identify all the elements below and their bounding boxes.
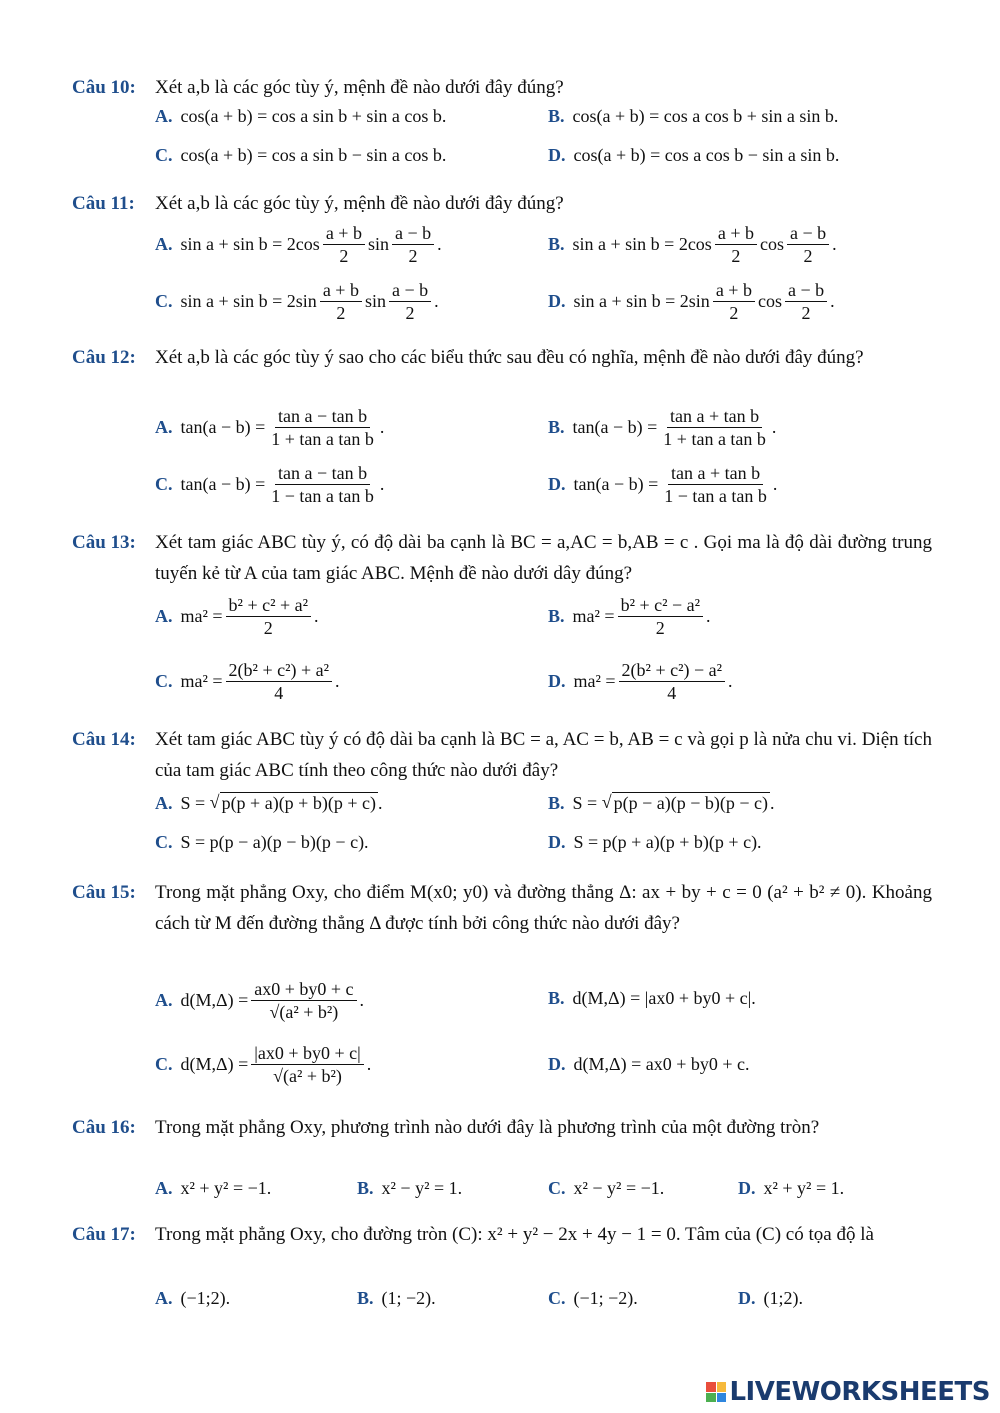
question-12	[72, 342, 932, 373]
option-letter: D.	[548, 474, 566, 494]
numerator: a − b	[787, 222, 829, 245]
numerator: a + b	[713, 279, 755, 302]
question-text: Trong mặt phẳng Oxy, cho điểm M(x0; y0) và đường thẳng Δ: ax + by + c = 0 (a² + b² ≠ 0). Khoảng cách từ M đến đường thẳng Δ được tính bởi công thức nào dưới đây?	[155, 882, 932, 934]
option-text: sin a + sin b = 2cos	[572, 234, 712, 254]
option-letter: D.	[548, 832, 566, 852]
option-12-b[interactable]	[548, 405, 776, 450]
option-17-d[interactable]	[738, 1288, 803, 1309]
numerator: a + b	[715, 222, 757, 245]
option-14-b[interactable]	[548, 792, 774, 814]
question-text: Xét tam giác ABC tùy ý có độ dài ba cạnh là BC = a, AC = b, AB = c và gọi p là nửa chu vi. Diện tích của tam giác ABC tính theo công thức nào dưới đây?	[155, 729, 932, 781]
fraction	[619, 659, 725, 704]
option-text: ma² =	[573, 671, 616, 691]
option-text: .	[830, 291, 835, 311]
option-letter: A.	[155, 1288, 173, 1308]
option-text: .	[437, 234, 442, 254]
option-text: S =	[180, 792, 206, 813]
fraction	[268, 462, 377, 507]
option-text: d(M,Δ) = ax0 + by0 + c.	[573, 1054, 750, 1074]
option-letter: A.	[155, 606, 173, 626]
option-text: .	[335, 671, 340, 691]
option-letter: D.	[548, 291, 566, 311]
option-text: d(M,Δ) = |ax0 + by0 + c|.	[572, 988, 756, 1008]
question-17	[72, 1219, 932, 1250]
logo-icon	[706, 1382, 726, 1402]
option-11-c[interactable]	[155, 279, 439, 324]
option-letter: B.	[357, 1178, 374, 1198]
question-16	[72, 1112, 932, 1143]
denominator: 2	[263, 618, 273, 638]
option-13-d[interactable]	[548, 659, 733, 704]
denominator: √(a² + b²)	[269, 1002, 339, 1022]
option-text: sin	[364, 291, 386, 311]
option-11-a[interactable]	[155, 222, 442, 267]
denominator: √(a² + b²)	[273, 1066, 342, 1086]
option-16-b[interactable]	[357, 1178, 462, 1199]
option-letter: B.	[357, 1288, 374, 1308]
option-text: tan(a − b) =	[573, 474, 659, 494]
option-letter: A.	[155, 417, 173, 437]
option-letter: B.	[548, 792, 565, 813]
option-letter: B.	[548, 106, 565, 126]
option-text: (1;2).	[763, 1288, 803, 1308]
option-text: cos(a + b) = cos a sin b + sin a cos b.	[180, 106, 447, 126]
denominator: 2	[336, 303, 346, 323]
denominator: 2	[655, 618, 665, 638]
option-text: d(M,Δ) =	[180, 990, 249, 1010]
option-text: ma² =	[180, 671, 223, 691]
option-text: S =	[572, 792, 598, 813]
option-text: tan(a − b) =	[180, 474, 266, 494]
option-text: .	[314, 606, 319, 626]
fraction	[787, 222, 829, 267]
question-label: Câu 13:	[72, 532, 136, 553]
option-letter: C.	[155, 832, 173, 852]
option-text: d(M,Δ) =	[180, 1054, 249, 1074]
option-text: .	[769, 792, 775, 813]
numerator: tan a + tan b	[668, 462, 763, 485]
option-14-d[interactable]	[548, 832, 762, 853]
option-letter: B.	[548, 988, 565, 1008]
option-text: tan(a − b) =	[180, 417, 266, 437]
option-text: cos	[759, 234, 784, 254]
option-17-b[interactable]	[357, 1288, 436, 1309]
denominator: 2	[801, 303, 811, 323]
option-text: sin a + sin b = 2sin	[180, 291, 317, 311]
option-letter: D.	[738, 1288, 756, 1308]
option-text: .	[434, 291, 439, 311]
option-letter: C.	[155, 1054, 173, 1074]
fraction	[713, 279, 755, 324]
numerator: a + b	[323, 222, 365, 245]
option-text: x² − y² = 1.	[381, 1178, 463, 1198]
option-17-c[interactable]	[548, 1288, 638, 1309]
option-12-d[interactable]	[548, 462, 777, 507]
question-13	[72, 527, 932, 589]
option-text: (−1;2).	[180, 1288, 231, 1308]
denominator: 2	[729, 303, 739, 323]
option-letter: A.	[155, 106, 173, 126]
numerator: 2(b² + c²) + a²	[226, 659, 332, 682]
option-15-c[interactable]	[155, 1042, 371, 1087]
option-text: ma² =	[572, 606, 615, 626]
option-letter: D.	[548, 1054, 566, 1074]
option-letter: B.	[548, 417, 565, 437]
option-text: tan(a − b) =	[572, 417, 658, 437]
denominator: 4	[667, 683, 677, 703]
option-10-d[interactable]	[548, 145, 839, 166]
question-15	[72, 877, 932, 939]
option-13-b[interactable]	[548, 594, 711, 639]
option-text: .	[772, 474, 778, 494]
option-text: x² + y² = −1.	[180, 1178, 272, 1198]
option-text: sin a + sin b = 2cos	[180, 234, 320, 254]
option-15-b[interactable]	[548, 988, 756, 1009]
option-text: x² + y² = 1.	[763, 1178, 845, 1198]
option-letter: C.	[155, 474, 173, 494]
option-text: ma² =	[180, 606, 223, 626]
question-text: Xét a,b là các góc tùy ý, mệnh đề nào dưới đây đúng?	[155, 77, 564, 98]
fraction	[320, 279, 362, 324]
numerator: ax0 + by0 + c	[251, 978, 356, 1001]
option-letter: B.	[548, 234, 565, 254]
option-letter: A.	[155, 990, 173, 1010]
logo-text: LIVEWORKSHEETS	[729, 1377, 990, 1407]
option-text: cos(a + b) = cos a cos b + sin a sin b.	[572, 106, 839, 126]
option-letter: C.	[155, 291, 173, 311]
question-label: Câu 17:	[72, 1224, 136, 1245]
option-text: .	[379, 417, 385, 437]
option-15-d[interactable]	[548, 1054, 750, 1075]
numerator: 2(b² + c²) − a²	[619, 659, 725, 682]
fraction	[389, 279, 431, 324]
denominator: 2	[731, 246, 741, 266]
question-label: Câu 16:	[72, 1117, 136, 1138]
question-label: Câu 10:	[72, 77, 136, 98]
question-label: Câu 12:	[72, 347, 136, 368]
option-11-b[interactable]	[548, 222, 837, 267]
option-letter: A.	[155, 792, 173, 813]
denominator: 2	[339, 246, 349, 266]
question-14	[72, 724, 932, 786]
option-10-b[interactable]	[548, 106, 838, 127]
square-root: √ p(p + a)(p + b)(p + c)	[205, 792, 376, 813]
numerator: a − b	[392, 222, 434, 245]
option-text: cos(a + b) = cos a sin b − sin a cos b.	[180, 145, 447, 165]
option-text: .	[377, 792, 383, 813]
option-text: .	[771, 417, 777, 437]
fraction	[323, 222, 365, 267]
option-text: (−1; −2).	[573, 1288, 638, 1308]
numerator: tan a − tan b	[275, 462, 370, 485]
denominator: 1 − tan a tan b	[664, 486, 767, 506]
denominator: 1 − tan a tan b	[271, 486, 374, 506]
option-15-a[interactable]	[155, 978, 364, 1023]
option-text: S = p(p + a)(p + b)(p + c).	[573, 832, 762, 852]
denominator: 2	[408, 246, 418, 266]
option-letter: B.	[548, 606, 565, 626]
fraction	[785, 279, 827, 324]
option-text: x² − y² = −1.	[573, 1178, 665, 1198]
radicand: p(p + a)(p + b)(p + c)	[221, 793, 376, 813]
option-letter: A.	[155, 1178, 173, 1198]
option-14-a[interactable]	[155, 792, 382, 814]
numerator: b² + c² + a²	[226, 594, 311, 617]
option-letter: C.	[548, 1288, 566, 1308]
denominator: 2	[803, 246, 813, 266]
option-16-c[interactable]	[548, 1178, 664, 1199]
option-11-d[interactable]	[548, 279, 835, 324]
option-text: sin a + sin b = 2sin	[573, 291, 710, 311]
option-13-a[interactable]	[155, 594, 319, 639]
option-letter: D.	[548, 671, 566, 691]
option-text: S = p(p − a)(p − b)(p − c).	[180, 832, 369, 852]
option-text: cos	[757, 291, 782, 311]
question-text: Xét tam giác ABC tùy ý, có độ dài ba cạnh là BC = a,AC = b,AB = c . Gọi ma là độ dài đường trung tuyến kẻ từ A của tam giác ABC. Mệnh đề nào dưới dây đúng?	[155, 532, 932, 584]
question-text: Xét a,b là các góc tùy ý sao cho các biểu thức sau đều có nghĩa, mệnh đề nào dưới đây đúng?	[155, 347, 864, 368]
question-text: Trong mặt phẳng Oxy, cho đường tròn (C): x² + y² − 2x + 4y − 1 = 0. Tâm của (C) có tọa độ là	[155, 1224, 874, 1245]
option-text: .	[832, 234, 837, 254]
option-12-c[interactable]	[155, 462, 384, 507]
numerator: |ax0 + by0 + c|	[251, 1042, 364, 1065]
numerator: a − b	[785, 279, 827, 302]
option-letter: A.	[155, 234, 173, 254]
option-letter: D.	[738, 1178, 756, 1198]
option-text: sin	[367, 234, 389, 254]
fraction	[251, 978, 356, 1023]
fraction	[226, 659, 332, 704]
fraction	[251, 1042, 364, 1087]
denominator: 2	[405, 303, 415, 323]
option-17-a[interactable]	[155, 1288, 230, 1309]
fraction	[226, 594, 311, 639]
option-text: .	[706, 606, 711, 626]
fraction	[268, 405, 377, 450]
option-10-c[interactable]	[155, 145, 446, 166]
option-text: .	[359, 990, 365, 1010]
option-letter: C.	[155, 671, 173, 691]
fraction	[715, 222, 757, 267]
question-label: Câu 14:	[72, 729, 136, 750]
option-16-a[interactable]	[155, 1178, 271, 1199]
numerator: tan a − tan b	[275, 405, 370, 428]
fraction	[618, 594, 703, 639]
option-13-c[interactable]	[155, 659, 340, 704]
question-text: Xét a,b là các góc tùy ý, mệnh đề nào dưới đây đúng?	[155, 193, 564, 214]
question-label: Câu 11:	[72, 193, 135, 214]
option-letter: C.	[155, 145, 173, 165]
numerator: a − b	[389, 279, 431, 302]
option-12-a[interactable]	[155, 405, 384, 450]
option-letter: C.	[548, 1178, 566, 1198]
denominator: 1 + tan a tan b	[663, 429, 766, 449]
option-text: (1; −2).	[381, 1288, 436, 1308]
square-root: √ p(p − a)(p − b)(p − c)	[597, 792, 768, 813]
option-text: .	[728, 671, 733, 691]
fraction	[660, 405, 769, 450]
numerator: b² + c² − a²	[618, 594, 703, 617]
numerator: a + b	[320, 279, 362, 302]
denominator: 4	[274, 683, 284, 703]
option-text: .	[379, 474, 385, 494]
question-10	[72, 72, 932, 103]
option-10-a[interactable]	[155, 106, 446, 127]
question-11	[72, 188, 932, 219]
radicand: p(p − a)(p − b)(p − c)	[613, 793, 768, 813]
question-label: Câu 15:	[72, 882, 136, 903]
option-16-d[interactable]	[738, 1178, 844, 1199]
option-letter: D.	[548, 145, 566, 165]
fraction	[661, 462, 770, 507]
option-text: cos(a + b) = cos a cos b − sin a sin b.	[573, 145, 840, 165]
option-14-c[interactable]	[155, 832, 369, 853]
denominator: 1 + tan a tan b	[271, 429, 374, 449]
liveworksheets-logo	[706, 1377, 990, 1407]
question-text: Trong mặt phẳng Oxy, phương trình nào dưới đây là phương trình của một đường tròn?	[155, 1117, 820, 1138]
fraction	[392, 222, 434, 267]
numerator: tan a + tan b	[667, 405, 762, 428]
option-text: .	[366, 1054, 372, 1074]
